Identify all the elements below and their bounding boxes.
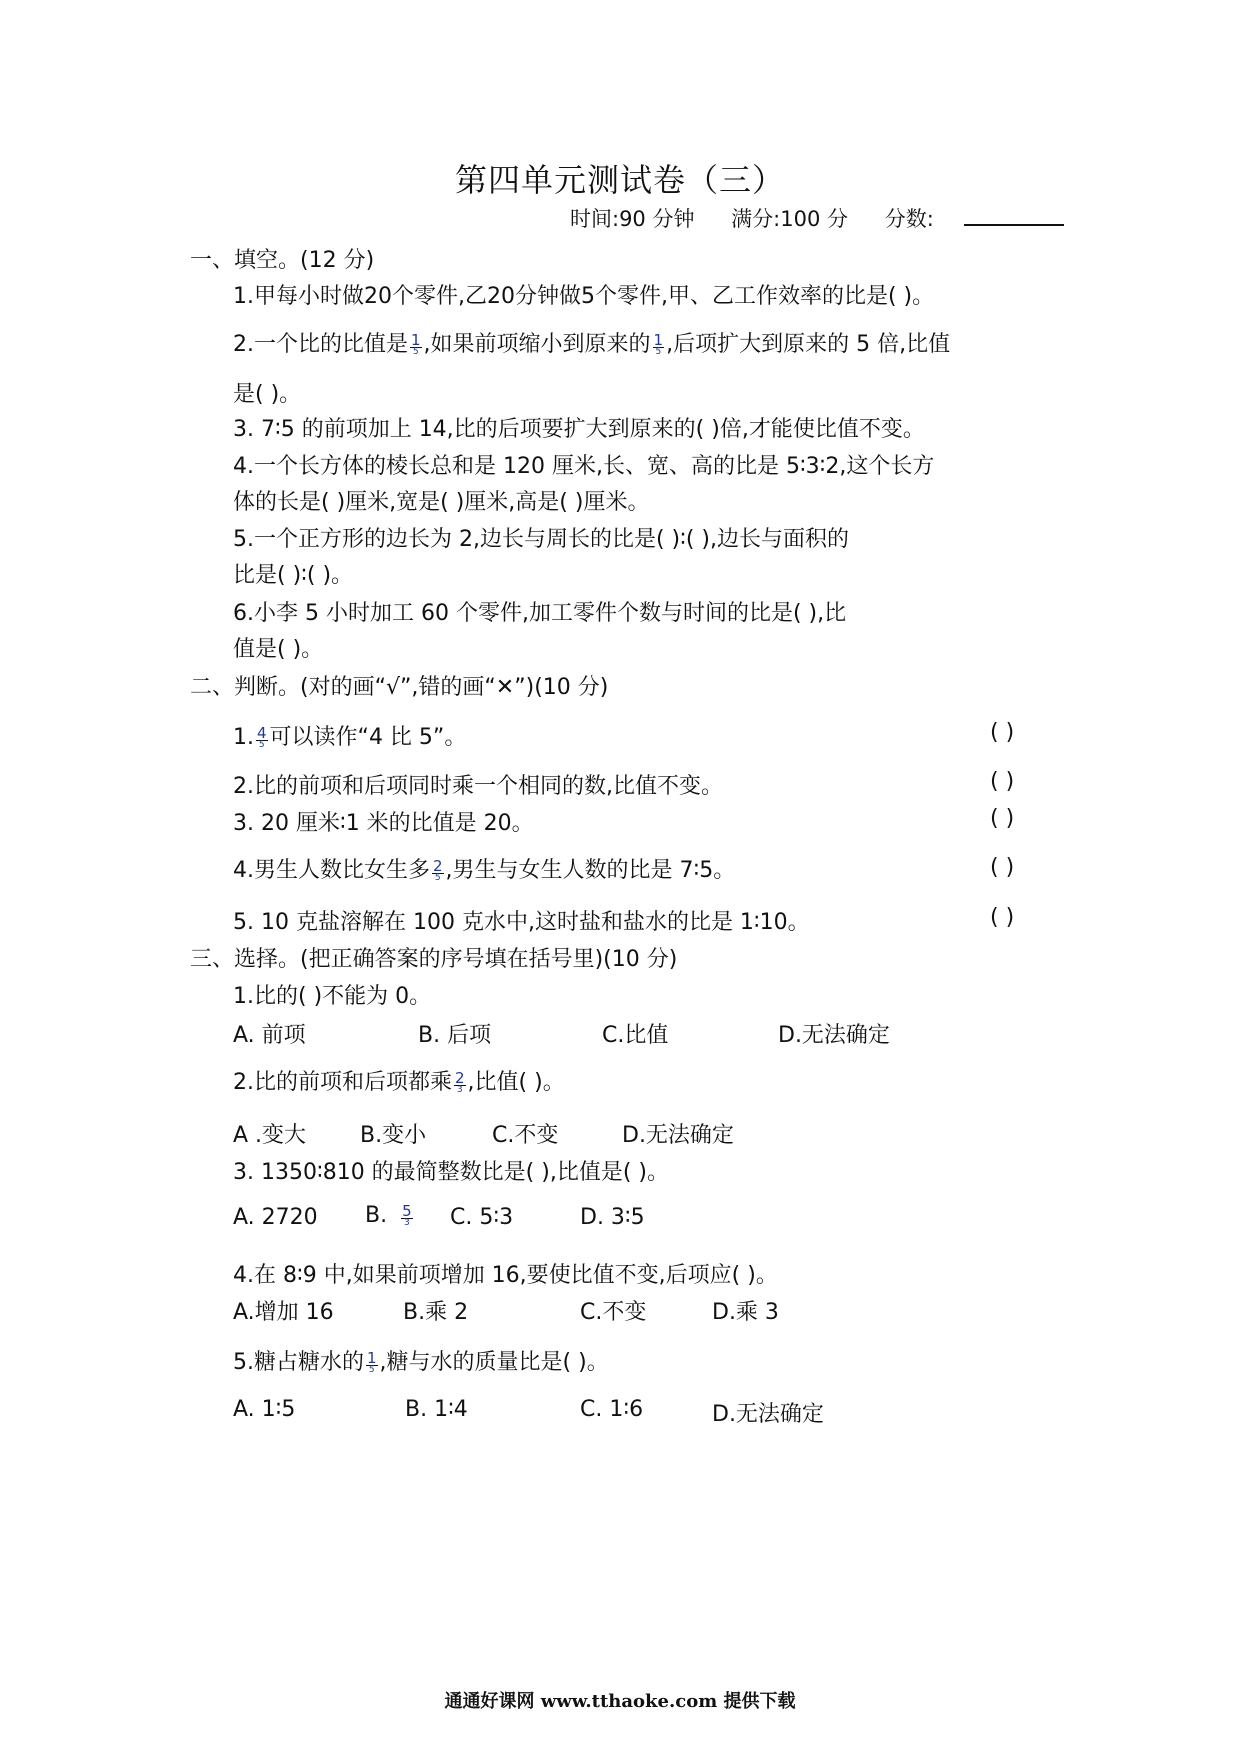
judge-question-5: 5. 10 克盐溶解在 100 克水中,这时盐和盐水的比是 1∶10。	[233, 910, 810, 935]
judge-q1-num: 1.	[233, 725, 254, 750]
option-b-label: B.	[365, 1203, 388, 1228]
choice-5-option-c[interactable]: C. 1∶6	[580, 1397, 644, 1422]
choice-1-option-d[interactable]: D.无法确定	[778, 1023, 890, 1048]
choice-question-5	[233, 1345, 609, 1376]
fraction	[401, 1204, 413, 1228]
choice-3-option-d[interactable]: D. 3∶5	[580, 1205, 645, 1230]
judge-q1-text: 可以读作“4 比 5”。	[269, 725, 467, 750]
exam-meta	[570, 203, 1064, 233]
choice-2-option-c[interactable]: C.不变	[492, 1123, 559, 1148]
fraction-denominator: 5	[434, 873, 441, 883]
choice-q2-part-a: 2.比的前项和后项都乘	[233, 1070, 452, 1095]
fraction-numerator: 4	[257, 724, 267, 742]
time-limit: 时间:90 分钟	[570, 207, 695, 231]
fill-q2-part-b: ,如果前项缩小到原来的	[423, 332, 651, 357]
page-title: 第四单元测试卷（三）	[454, 161, 785, 199]
choice-2-option-b[interactable]: B.变小	[360, 1123, 427, 1148]
fraction-numerator: 1	[367, 1349, 377, 1367]
section-judge-title: 二、判断。(对的画“√”,错的画“✕”)(10 分)	[190, 675, 609, 700]
fill-question-4-cont: 体的长是( )厘米,宽是( )厘米,高是( )厘米。	[233, 490, 650, 515]
fraction	[366, 1351, 378, 1375]
choice-2-option-a[interactable]: A .变大	[233, 1123, 307, 1148]
choice-question-3: 3. 1350∶810 的最简整数比是( ),比值是( )。	[233, 1160, 669, 1185]
fraction-denominator: 5	[368, 1365, 375, 1375]
judge-question-3: 3. 20 厘米∶1 米的比值是 20。	[233, 811, 534, 836]
fraction-denominator: 5	[412, 347, 419, 357]
judge-answer-paren-1[interactable]: ( )	[990, 720, 1015, 745]
choice-q5-part-b: ,糖与水的质量比是( )。	[379, 1350, 609, 1375]
full-score: 满分:100 分	[731, 207, 849, 231]
fraction-numerator: 2	[455, 1069, 465, 1087]
choice-1-option-b[interactable]: B. 后项	[418, 1023, 492, 1048]
choice-question-1: 1.比的( )不能为 0。	[233, 984, 432, 1009]
judge-answer-paren-2[interactable]: ( )	[990, 769, 1015, 794]
choice-4-option-b[interactable]: B.乘 2	[403, 1300, 469, 1325]
fraction-denominator: 5	[655, 347, 662, 357]
fraction	[653, 333, 665, 357]
judge-answer-paren-5[interactable]: ( )	[990, 905, 1015, 930]
fraction	[410, 333, 422, 357]
choice-3-option-c[interactable]: C. 5∶3	[450, 1205, 514, 1230]
choice-4-option-d[interactable]: D.乘 3	[712, 1300, 779, 1325]
choice-4-option-a[interactable]: A.增加 16	[233, 1300, 334, 1325]
fraction-numerator: 1	[411, 331, 421, 349]
judge-answer-paren-3[interactable]: ( )	[990, 806, 1015, 831]
choice-q5-part-a: 5.糖占糖水的	[233, 1350, 364, 1375]
fraction	[256, 726, 268, 750]
choice-question-4: 4.在 8∶9 中,如果前项增加 16,要使比值不变,后项应( )。	[233, 1263, 778, 1288]
choice-5-option-a[interactable]: A. 1∶5	[233, 1397, 296, 1422]
choice-5-option-d[interactable]: D.无法确定	[712, 1402, 824, 1427]
judge-q4-part-b: ,男生与女生人数的比是 7∶5。	[445, 858, 736, 883]
fill-question-5-cont: 比是( )∶( )。	[233, 563, 354, 588]
choice-question-2	[233, 1065, 565, 1096]
fill-q2-part-c: ,后项扩大到原来的 5 倍,比值	[666, 332, 951, 357]
fraction-denominator: 3	[404, 1218, 410, 1228]
fraction-numerator: 1	[653, 331, 664, 349]
judge-q4-part-a: 4.男生人数比女生多	[233, 858, 430, 883]
fraction	[454, 1071, 466, 1095]
fill-question-1: 1.甲每小时做20个零件,乙20分钟做5个零件,甲、乙工作效率的比是( )。	[233, 284, 935, 309]
fraction-numerator: 2	[433, 857, 443, 875]
choice-3-option-b[interactable]	[365, 1203, 415, 1228]
fraction-denominator: 5	[258, 740, 265, 750]
fill-question-6: 6.小李 5 小时加工 60 个零件,加工零件个数与时间的比是( ),比	[233, 601, 847, 626]
choice-1-option-c[interactable]: C.比值	[602, 1023, 669, 1048]
judge-question-1	[233, 720, 466, 751]
choice-2-option-d[interactable]: D.无法确定	[622, 1123, 734, 1148]
choice-1-option-a[interactable]: A. 前项	[233, 1023, 306, 1048]
choice-4-option-c[interactable]: C.不变	[580, 1300, 647, 1325]
fill-question-2	[233, 327, 950, 358]
fill-question-2-cont: 是( )。	[233, 382, 302, 407]
fill-question-5: 5.一个正方形的边长为 2,边长与周长的比是( )∶( ),边长与面积的	[233, 527, 850, 552]
score-label: 分数:	[884, 207, 934, 231]
score-blank[interactable]	[964, 224, 1064, 226]
fraction-denominator: 3	[456, 1085, 463, 1095]
fill-question-3: 3. 7∶5 的前项加上 14,比的后项要扩大到原来的( )倍,才能使比值不变。	[233, 417, 925, 442]
fill-question-6-cont: 值是( )。	[233, 637, 324, 662]
section-choice-title: 三、选择。(把正确答案的序号填在括号里)(10 分)	[190, 947, 678, 972]
judge-answer-paren-4[interactable]: ( )	[990, 855, 1015, 880]
fill-question-4: 4.一个长方体的棱长总和是 120 厘米,长、宽、高的比是 5∶3∶2,这个长方	[233, 454, 935, 479]
choice-3-option-a[interactable]: A. 2720	[233, 1205, 318, 1230]
judge-question-2: 2.比的前项和后项同时乘一个相同的数,比值不变。	[233, 774, 723, 799]
footer-watermark: 通通好课网 www.tthaoke.com 提供下载	[444, 1691, 796, 1712]
choice-5-option-b[interactable]: B. 1∶4	[405, 1397, 468, 1422]
fill-q2-part-a: 2.一个比的比值是	[233, 332, 408, 357]
fraction-numerator: 5	[402, 1202, 412, 1220]
section-fill-title: 一、填空。(12 分)	[190, 248, 375, 273]
judge-question-4	[233, 853, 735, 884]
fraction	[432, 859, 444, 883]
choice-q2-part-b: ,比值( )。	[467, 1070, 565, 1095]
